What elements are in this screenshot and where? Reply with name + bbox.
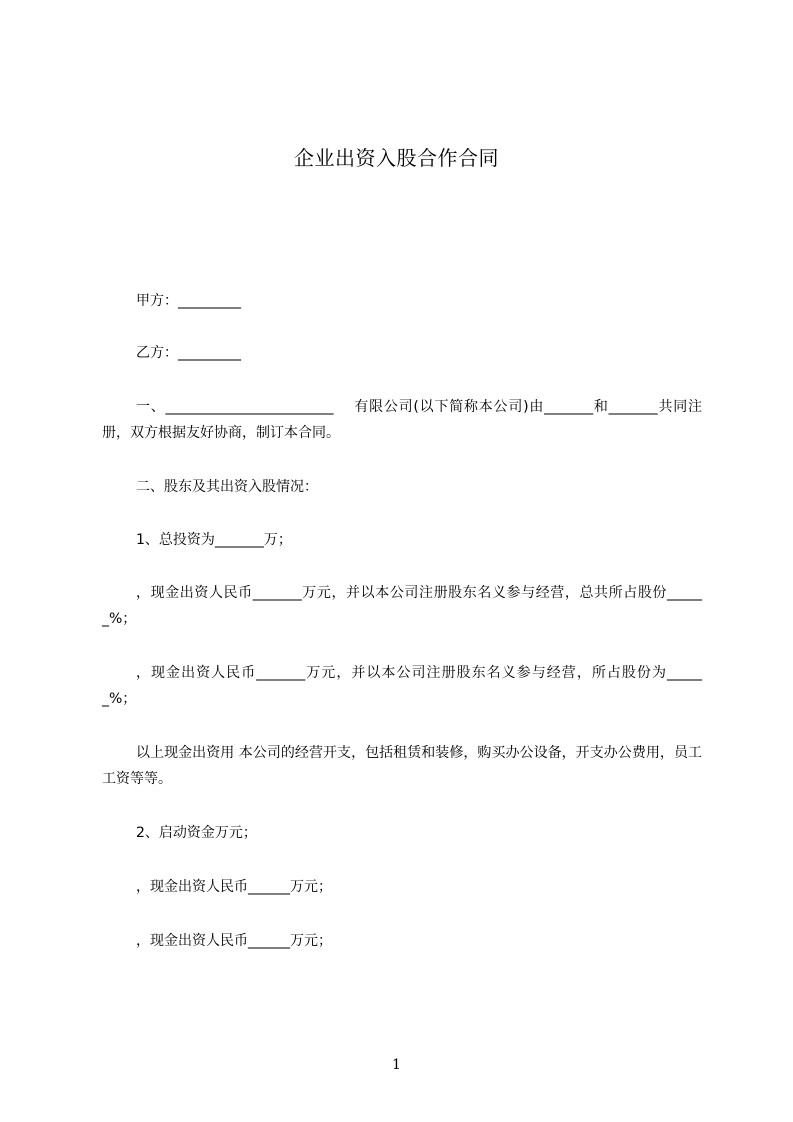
total-investment-line: 1、总投资为_______万； [136,532,292,548]
clause-one: 一、________________________ 有限公司(以下简称本公司)由_______和_______共同注册，双方根据友好协商，制订本合同。 [102,399,702,441]
startup-contribution-a: ，现金出资人民币______万元； [136,879,332,895]
startup-contribution-b: ，现金出资人民币______万元； [136,933,332,949]
party-a-line: 甲方：_________ [136,293,241,309]
shareholder-a-contribution: ，现金出资人民币_______万元，并以本公司注册股东名义参与经营，总共所占股份______%； [102,585,702,627]
page-number: 1 [392,1057,401,1073]
startup-capital-line: 2、启动资金万元； [136,825,257,841]
shareholder-b-contribution: ，现金出资人民币_______万元，并以本公司注册股东名义参与经营，所占股份为______%； [102,665,702,707]
clause-two-heading: 二、股东及其出资入股情况： [136,479,318,495]
funds-usage-paragraph: 以上现金出资用 本公司的经营开支，包括租赁和装修，购买办公设备，开支办公费用，员工工资等等。 [102,745,702,787]
party-b-line: 乙方：_________ [136,345,241,361]
document-title: 企业出资入股合作合同 [294,146,499,170]
